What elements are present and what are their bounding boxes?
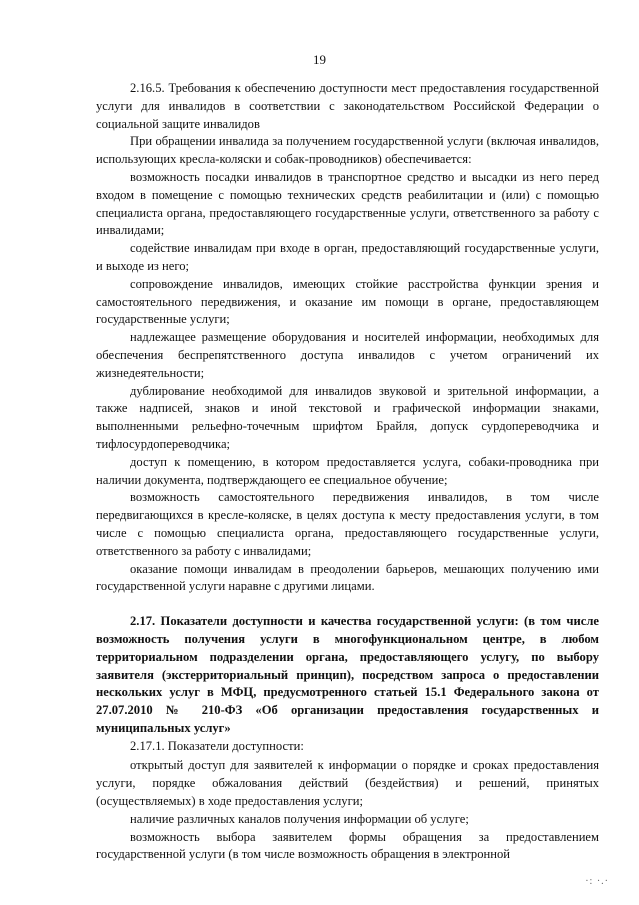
list-item-open-access: открытый доступ для заявителей к информации о порядке и сроках предоставления услуги, порядке обжалования действий (бездействия) и решений, принятых (осуществляемых) в ходе предоставления услуги; xyxy=(96,758,599,809)
list-item-form-choice: возможность выбора заявителем формы обращения за предоставлением государственной услуги (в том числе возможность обращения в электронной xyxy=(96,829,599,862)
section-2-17-1-heading: 2.17.1. Показатели доступности: xyxy=(130,738,304,753)
list-item-entry-assistance: содействие инвалидам при входе в орган, предоставляющий государственные услуги, и выходе из него; xyxy=(96,241,599,273)
section-2-17-heading: 2.17. Показатели доступности и качества государственной услуги: (в том числе возможность получения услуги в многофункциональном центре, в любом территориальном подразделении органа, предоставляющего услугу, по выбору заявителя (экстерриториальный принцип), посредством запроса о предоставлении нескольких услуг в МФЦ, предусмотренного статьей 15.1 Федерального закона от 27.07.2010 № 210-ФЗ «Об организации предоставления государственных и муниципальных услуг» xyxy=(96,614,599,735)
list-item-boarding: возможность посадки инвалидов в транспортное средство и высадки из него перед входом в помещение с помощью технических средств реабилитации и (или) с помощью специалиста органа, предоставляющего государственные услуги, ответственного за работу с инвалидами; xyxy=(96,169,599,238)
scan-artifact: ·: ·.· xyxy=(585,876,609,887)
list-item-equipment-placement: надлежащее размещение оборудования и носителей информации, необходимых для обеспечения беспрепятственного доступа инвалидов с учетом ограничений их жизнедеятельности; xyxy=(96,330,599,380)
document-body xyxy=(96,80,599,864)
list-item-information-channels: наличие различных каналов получения информации об услуге; xyxy=(130,811,469,826)
list-item-information-duplication: дублирование необходимой для инвалидов звуковой и зрительной информации, а также надписей, знаков и иной текстовой и графической информации знаками, выполненными рельефно-точечным шрифтом Брайля, допуск сурдопереводчика и тифлосурдопереводчика; xyxy=(96,383,599,451)
section-2-16-5-heading: 2.16.5. Требования к обеспечению доступности мест предоставления государственной услуги для инвалидов в соответствии с законодательством Российской Федерации о социальной защите инвалидов xyxy=(96,81,599,131)
list-item-escort: сопровождение инвалидов, имеющих стойкие расстройства функции зрения и самостоятельного передвижения, и оказание им помощи в органе, предоставляющем государственные услуги; xyxy=(96,276,599,327)
list-item-independent-movement: возможность самостоятельного передвижения инвалидов, в том числе передвигающихся в кресле-коляске, в целях доступа к месту предоставления услуги, в том числе с помощью специалиста органа, предоставляющего государственные услуги, ответственного за работу с инвалидами; xyxy=(96,490,599,558)
page-number: 19 xyxy=(313,52,326,67)
paragraph-intro: При обращении инвалида за получением государственной услуги (включая инвалидов, использующих кресла-коляски и собак-проводников) обеспечивается: xyxy=(96,134,599,167)
list-item-guide-dog-access: доступ к помещению, в котором предоставляется услуга, собаки-проводника при наличии документа, подтверждающего ее специальное обучение; xyxy=(96,454,599,487)
list-item-barrier-assistance: оказание помощи инвалидам в преодолении барьеров, мешающих получению ими государственной услуги наравне с другими лицами. xyxy=(96,561,599,594)
